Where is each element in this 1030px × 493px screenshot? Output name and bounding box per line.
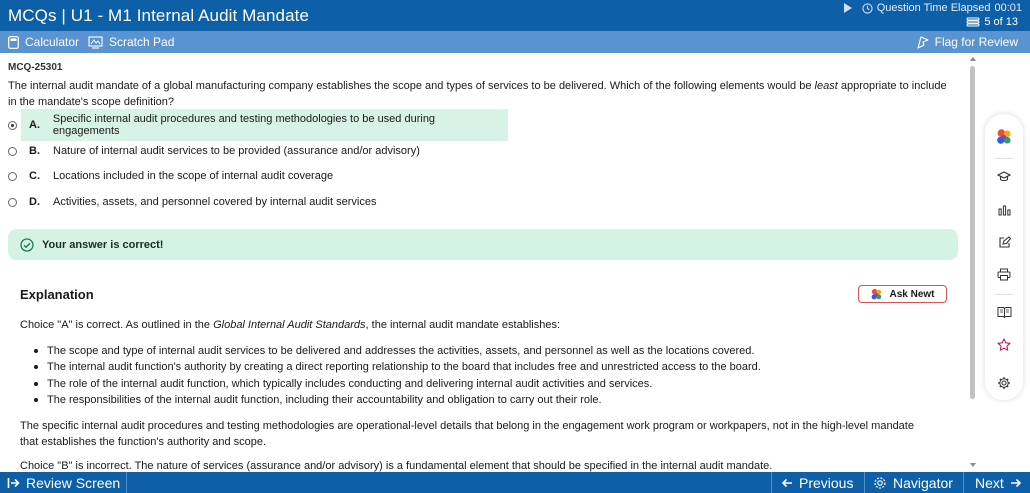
play-icon[interactable]	[844, 3, 852, 13]
explanation-paragraph: The specific internal audit procedures and testing methodologies are operational-level details that belong in the engagement work program or workpapers, not in the high-level mandate that establishes the function's authority and scope.	[20, 420, 914, 448]
timer-label: Question Time Elapsed	[876, 2, 991, 14]
explanation-title: Explanation	[20, 287, 94, 302]
navigator-button[interactable]	[873, 472, 953, 493]
explanation-intro	[20, 317, 930, 333]
choice-a-radio[interactable]	[8, 121, 17, 130]
footer-divider	[864, 472, 865, 493]
stack-icon	[966, 17, 980, 27]
scroll-down-arrow-icon[interactable]	[970, 463, 976, 467]
newt-logo-icon	[870, 288, 883, 301]
book-icon[interactable]	[995, 303, 1013, 321]
arrow-right-icon	[1010, 477, 1022, 489]
question-timer	[844, 2, 1022, 14]
graduation-cap-icon[interactable]	[995, 168, 1013, 186]
answer-choice-b[interactable]	[8, 140, 508, 162]
bar-chart-icon[interactable]	[995, 201, 1013, 219]
timer-value: 00:01	[994, 2, 1022, 14]
review-screen-button[interactable]	[7, 472, 120, 493]
right-tool-rail	[985, 114, 1023, 400]
footer-divider	[963, 472, 964, 493]
choice-a-highlight	[21, 109, 508, 141]
question-text-start: The internal audit mandate of a global manufacturing company establishes the scope and types of services to be delivered. Which of the following elements would be	[8, 80, 815, 92]
footer-divider	[126, 472, 127, 493]
scroll-thumb[interactable]	[970, 66, 975, 399]
navigator-label: Navigator	[893, 474, 953, 491]
footer-divider	[771, 472, 772, 493]
question-id: MCQ-25301	[8, 62, 63, 73]
tool-bar	[0, 31, 1030, 53]
calculator-label: Calculator	[25, 35, 80, 49]
scratch-pad-button[interactable]	[88, 35, 174, 49]
explanation-bullets	[28, 343, 761, 408]
title-bar	[0, 0, 1030, 31]
flag-for-review-button[interactable]	[916, 35, 1018, 49]
answer-choice-d[interactable]	[8, 191, 508, 213]
choice-text: Nature of internal audit services to be provided (assurance and/or advisory)	[53, 145, 420, 157]
choice-c-radio[interactable]	[8, 172, 17, 181]
next-label: Next	[975, 474, 1004, 491]
choice-letter: C.	[29, 170, 40, 182]
ask-newt-label: Ask Newt	[889, 288, 935, 300]
bullet-item: The scope and type of internal audit services to be delivered and addresses the activities, assets, and personnel as well as the locations covered.	[28, 343, 761, 359]
previous-button[interactable]	[781, 472, 853, 493]
next-button[interactable]	[975, 472, 1022, 493]
intro-end: , the internal audit mandate establishes:	[365, 319, 561, 331]
question-text-emphasis: least	[814, 80, 838, 92]
scroll-up-arrow-icon[interactable]	[970, 57, 976, 61]
answer-feedback-banner	[8, 229, 958, 260]
flag-label: Flag for Review	[934, 35, 1018, 49]
flag-icon	[916, 35, 929, 49]
bullet-item: The responsibilities of the internal audit function, including their accountability and obligation to carry out their role.	[28, 392, 761, 408]
choice-text: Activities, assets, and personnel covered by internal audit services	[53, 196, 377, 208]
check-circle-icon	[20, 238, 34, 252]
bullet-item: The internal audit function's authority by creating a direct reporting relationship to the board that includes free and unrestricted access to the board.	[28, 359, 761, 375]
footer-nav-bar	[0, 472, 1030, 493]
progress-count: 5 of 13	[984, 16, 1018, 28]
choice-letter: B.	[29, 145, 40, 157]
scratch-pad-label: Scratch Pad	[109, 35, 175, 49]
choice-text: Locations included in the scope of internal audit coverage	[53, 170, 334, 182]
star-icon[interactable]	[995, 336, 1013, 354]
navigator-gear-icon	[873, 476, 887, 490]
explanation-choice-b: Choice "B" is incorrect. The nature of services (assurance and/or advisory) is a fundamental element that should be specified in the internal audit mandate.	[20, 460, 773, 472]
settings-gear-icon[interactable]	[995, 374, 1013, 392]
choice-d-radio[interactable]	[8, 198, 17, 207]
clock-icon	[862, 3, 873, 14]
arrow-left-icon	[781, 477, 793, 489]
question-content	[0, 53, 966, 472]
choice-letter: D.	[29, 196, 40, 208]
intro-emphasis: Global Internal Audit Standards	[213, 319, 366, 331]
answer-choice-a[interactable]	[8, 114, 508, 136]
scratch-pad-icon	[88, 36, 103, 49]
newt-logo-icon[interactable]	[995, 128, 1013, 146]
rail-divider	[994, 294, 1014, 295]
choice-text: Specific internal audit procedures and testing methodologies to be used during engagements	[52, 113, 436, 137]
answer-choice-c[interactable]	[8, 165, 508, 187]
ask-newt-button[interactable]	[858, 285, 947, 303]
calculator-button[interactable]	[8, 35, 79, 49]
choice-letter: A.	[29, 119, 40, 131]
arrow-to-bar-icon	[7, 477, 20, 489]
intro-start: Choice "A" is correct. As outlined in the	[20, 319, 214, 331]
calculator-icon	[8, 36, 19, 49]
bullet-item: The role of the internal audit function, which typically includes conducting and delivering internal audit activities and services.	[28, 376, 761, 392]
rail-divider	[994, 158, 1014, 159]
question-stem	[8, 78, 948, 110]
feedback-message: Your answer is correct!	[42, 238, 164, 251]
page-title: MCQs | U1 - M1 Internal Audit Mandate	[8, 6, 310, 25]
edit-icon[interactable]	[995, 233, 1013, 251]
choice-b-radio[interactable]	[8, 147, 17, 156]
question-text-end: appropriate to include in the mandate's scope definition?	[8, 80, 947, 108]
previous-label: Previous	[799, 474, 854, 491]
print-icon[interactable]	[995, 265, 1013, 283]
review-screen-label: Review Screen	[26, 474, 121, 491]
question-progress	[966, 16, 1018, 28]
content-scrollbar[interactable]	[968, 53, 977, 472]
